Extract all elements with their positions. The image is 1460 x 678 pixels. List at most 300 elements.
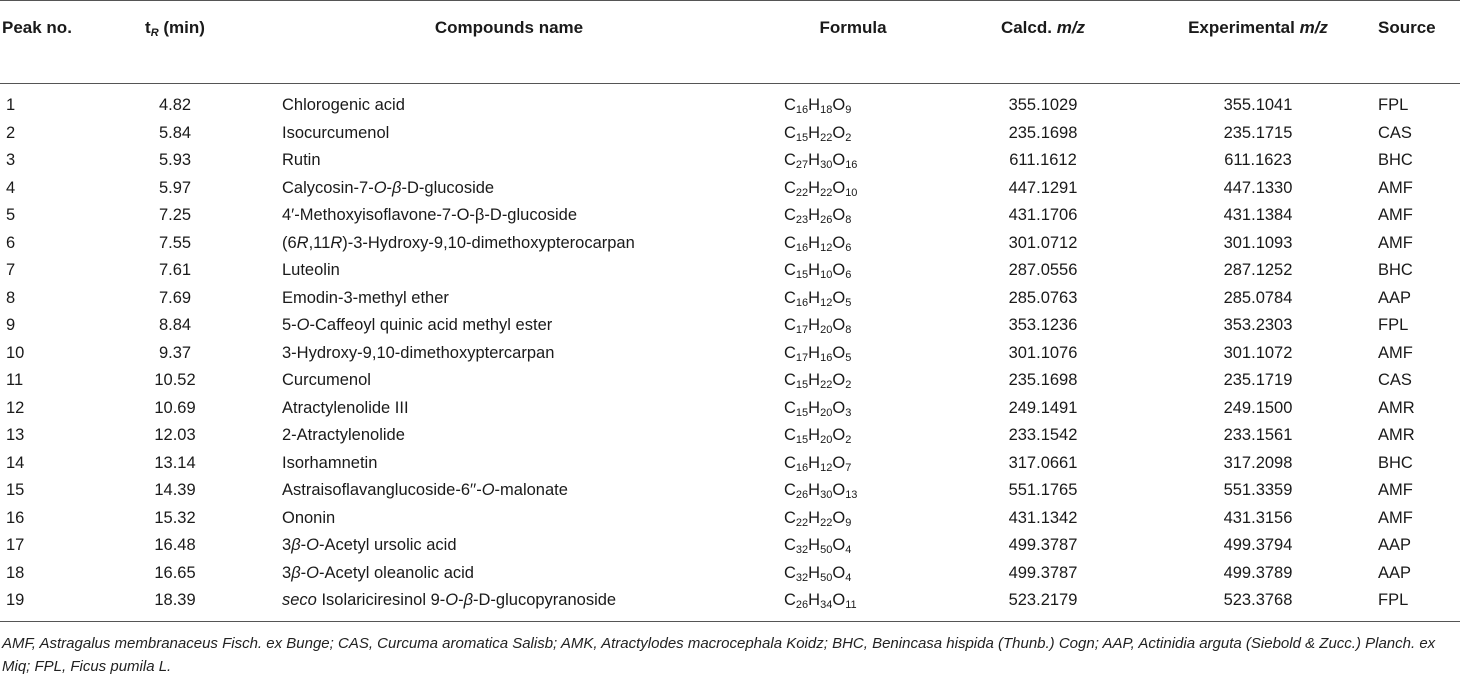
- formula-cell: [758, 450, 948, 478]
- compound-name-cell: [260, 147, 758, 175]
- source-cell: AMF: [1378, 178, 1413, 197]
- table-row: [0, 202, 1460, 230]
- compound-name-cell: [260, 257, 758, 285]
- table-row: [0, 532, 1460, 560]
- formula-element: H: [808, 151, 821, 169]
- formula-element: H: [808, 178, 821, 197]
- peak-no-cell: 1: [6, 96, 16, 114]
- retention-time-cell: 10.52: [154, 371, 196, 389]
- header-calcd-mz: [948, 1, 1138, 84]
- name-segment: Rutin: [282, 151, 321, 169]
- retention-time-cell: 7.25: [158, 206, 192, 224]
- formula-subscript: 17: [795, 324, 809, 336]
- formula-subscript: 18: [820, 104, 833, 116]
- table-row: [0, 147, 1460, 175]
- calcd-mz-cell: 431.1342: [1008, 508, 1078, 527]
- retention-time-cell: 7.55: [158, 233, 192, 252]
- calcd-mz-cell: 523.2179: [948, 587, 1138, 621]
- retention-time-cell: 5.93: [158, 151, 192, 169]
- peak-no-cell: 13: [6, 426, 25, 444]
- header-source: [1378, 1, 1460, 84]
- calcd-mz-cell: 355.1029: [1008, 96, 1078, 114]
- table-row: [0, 340, 1460, 368]
- header-name-label: Compounds name: [434, 18, 584, 37]
- formula-subscript: 23: [795, 214, 809, 226]
- calcd-mz-cell: 233.1542: [1008, 426, 1078, 444]
- header-peak-label: Peak no.: [2, 18, 72, 37]
- formula-subscript: 9: [845, 104, 852, 116]
- peak-no-cell: 18: [6, 563, 25, 582]
- table-row: [0, 560, 1460, 588]
- retention-time-cell: 16.65: [154, 563, 196, 582]
- calcd-mz-cell: 287.0556: [1008, 261, 1078, 279]
- table-body: [0, 84, 1460, 622]
- name-segment: -: [458, 591, 464, 609]
- source-cell: AMF: [1378, 343, 1413, 362]
- name-segment: Calycosin-7-: [282, 178, 374, 197]
- calcd-mz-cell: 317.0661: [1008, 453, 1078, 472]
- table-row: [0, 285, 1460, 313]
- header-tr-sub: R: [150, 27, 159, 39]
- name-segment: Emodin-3-methyl ether: [282, 288, 449, 307]
- peak-no-cell: 8: [6, 288, 16, 307]
- name-segment: O: [306, 536, 319, 554]
- compound-name-cell: [260, 505, 758, 533]
- name-segment: (6: [282, 233, 297, 252]
- formula-subscript: 15: [795, 434, 809, 446]
- table-row: [0, 422, 1460, 450]
- source-cell: AMF: [1378, 206, 1413, 224]
- formula-cell: [758, 560, 948, 588]
- header-calcd-prefix: Calcd.: [1000, 18, 1057, 37]
- retention-time-cell: 16.48: [154, 536, 196, 554]
- header-compound-name: [260, 1, 758, 84]
- name-segment: O: [296, 316, 310, 334]
- peak-no-cell: 6: [6, 233, 16, 252]
- name-segment: β: [291, 563, 301, 582]
- formula-element: C: [784, 261, 796, 279]
- retention-time-cell: 9.37: [158, 343, 192, 362]
- retention-time-cell: 18.39: [90, 587, 260, 621]
- formula-subscript: 5: [845, 351, 852, 364]
- source-cell: BHC: [1378, 151, 1413, 169]
- name-segment: -Acetyl ursolic acid: [318, 536, 457, 554]
- compound-name-cell: [260, 312, 758, 340]
- formula-subscript: 16: [795, 104, 809, 116]
- calcd-mz-cell: 499.3787: [1008, 563, 1078, 582]
- peak-no-cell: 16: [6, 508, 25, 527]
- peak-no-cell: 4: [6, 178, 16, 197]
- peak-no-cell: 14: [6, 453, 25, 472]
- experimental-mz-cell: 287.1252: [1223, 261, 1293, 279]
- formula-element: C: [784, 123, 796, 142]
- formula-element: H: [808, 536, 821, 554]
- formula-subscript: 15: [795, 406, 809, 419]
- formula-cell: [758, 312, 948, 340]
- formula-subscript: 5: [845, 296, 852, 309]
- source-cell: AAP: [1378, 288, 1412, 307]
- experimental-mz-cell: 523.3768: [1138, 587, 1378, 621]
- header-calcd-mz-italic: m/z: [1056, 18, 1086, 37]
- name-segment: -D-glucoside: [401, 178, 495, 197]
- name-segment: Atractylenolide III: [282, 398, 409, 417]
- formula-element: C: [784, 508, 796, 527]
- experimental-mz-cell: 249.1500: [1223, 398, 1293, 417]
- source-cell: FPL: [1378, 316, 1409, 334]
- header-tr-unit: (min): [158, 18, 205, 37]
- peak-no-cell: 19: [0, 587, 90, 621]
- name-segment: R: [296, 233, 309, 252]
- compound-name-cell: [260, 175, 758, 203]
- formula-subscript: 50: [820, 544, 833, 556]
- source-cell: FPL: [1378, 96, 1409, 114]
- header-retention-time: [90, 1, 260, 84]
- formula-subscript: 2: [845, 379, 852, 391]
- name-segment: 3-Hydroxy-9,10-dimethoxyptercarpan: [282, 343, 555, 362]
- experimental-mz-cell: 355.1041: [1223, 96, 1293, 114]
- formula-element: C: [784, 233, 796, 252]
- formula-element: O: [832, 536, 846, 554]
- formula-element: H: [808, 591, 821, 609]
- formula-subscript: 4: [845, 544, 852, 556]
- formula-element: O: [832, 123, 846, 142]
- formula-element: O: [832, 261, 846, 279]
- experimental-mz-cell: 447.1330: [1223, 178, 1293, 197]
- experimental-mz-cell: 301.1093: [1223, 233, 1293, 252]
- formula-subscript: 32: [795, 571, 809, 584]
- calcd-mz-cell: 301.0712: [1008, 233, 1078, 252]
- formula-cell: [758, 202, 948, 230]
- retention-time-cell: 13.14: [154, 453, 196, 472]
- peak-no-cell: 17: [6, 536, 25, 554]
- formula-subscript: 22: [820, 131, 833, 144]
- formula-subscript: 26: [820, 214, 833, 226]
- experimental-mz-cell: 317.2098: [1223, 453, 1293, 472]
- formula-element: C: [784, 371, 796, 389]
- formula-subscript: 16: [820, 351, 833, 364]
- source-cell: AMF: [1378, 233, 1413, 252]
- formula-cell: [758, 285, 948, 313]
- formula-subscript: 22: [820, 379, 833, 391]
- formula-element: H: [808, 371, 821, 389]
- table-row: [0, 587, 1460, 621]
- calcd-mz-cell: 235.1698: [1008, 371, 1078, 389]
- name-segment: O: [373, 178, 387, 197]
- experimental-mz-cell: 301.1072: [1223, 343, 1293, 362]
- formula-element: O: [832, 481, 846, 499]
- calcd-mz-cell: 431.1706: [1008, 206, 1078, 224]
- formula-element: H: [808, 481, 821, 499]
- formula-subscript: 26: [795, 489, 809, 501]
- header-formula-label: Formula: [819, 18, 887, 37]
- name-segment: 4′-Methoxyisoflavone-7-O-β-D-glucoside: [282, 206, 578, 224]
- formula-cell: [758, 477, 948, 505]
- compound-name-cell: [260, 450, 758, 478]
- compound-name-cell: [260, 340, 758, 368]
- formula-cell: [758, 422, 948, 450]
- name-segment: O: [481, 481, 495, 499]
- formula-subscript: 12: [820, 461, 833, 474]
- formula-element: O: [832, 371, 846, 389]
- formula-subscript: 9: [845, 516, 852, 529]
- compound-name-cell: [260, 395, 758, 423]
- name-segment: R: [330, 233, 343, 252]
- formula-subscript: 16: [795, 241, 809, 254]
- peak-no-cell: 9: [6, 316, 16, 334]
- name-segment: β: [463, 591, 474, 609]
- formula-element: C: [784, 96, 796, 114]
- retention-time-cell: 7.61: [158, 261, 192, 279]
- formula-element: H: [808, 261, 821, 279]
- formula-subscript: 16: [795, 461, 809, 474]
- retention-time-cell: 15.32: [154, 508, 196, 527]
- header-exp-prefix: Experimental: [1188, 18, 1300, 37]
- name-segment: -Acetyl oleanolic acid: [318, 563, 474, 582]
- formula-cell: [758, 120, 948, 148]
- formula-cell: [758, 340, 948, 368]
- source-cell: BHC: [1378, 453, 1413, 472]
- header-row: [0, 1, 1460, 84]
- formula-element: C: [784, 206, 796, 224]
- retention-time-cell: 4.82: [158, 96, 192, 114]
- formula-subscript: 15: [795, 131, 809, 144]
- formula-subscript: 4: [845, 571, 852, 584]
- peak-no-cell: 10: [6, 343, 25, 362]
- name-segment: O: [306, 563, 319, 582]
- experimental-mz-cell: 233.1561: [1223, 426, 1293, 444]
- formula-subscript: 30: [820, 489, 833, 501]
- name-segment: -Caffeoyl quinic acid methyl ester: [309, 316, 553, 334]
- retention-time-cell: 12.03: [154, 426, 196, 444]
- formula-subscript: 20: [820, 324, 833, 336]
- formula-subscript: 30: [820, 159, 833, 171]
- name-segment: -: [386, 178, 393, 197]
- formula-element: H: [808, 288, 821, 307]
- compound-name-cell: [260, 587, 758, 621]
- formula-element: O: [832, 426, 846, 444]
- formula-subscript: 50: [820, 571, 833, 584]
- formula-element: H: [808, 123, 821, 142]
- table-row: [0, 450, 1460, 478]
- compound-name-cell: [260, 84, 758, 120]
- table-row: [0, 395, 1460, 423]
- formula-element: O: [832, 343, 846, 362]
- formula-cell: [758, 395, 948, 423]
- formula-element: O: [832, 151, 846, 169]
- formula-subscript: 22: [820, 186, 833, 199]
- calcd-mz-cell: 353.1236: [1008, 316, 1078, 334]
- name-segment: 3: [282, 563, 292, 582]
- compound-name-cell: [260, 202, 758, 230]
- formula-element: C: [784, 151, 796, 169]
- formula-subscript: 6: [845, 241, 852, 254]
- experimental-mz-cell: 285.0784: [1223, 288, 1293, 307]
- formula-element: H: [808, 343, 821, 362]
- formula-cell: [758, 84, 948, 120]
- calcd-mz-cell: 301.1076: [1008, 343, 1078, 362]
- source-cell: AMR: [1378, 426, 1415, 444]
- formula-element: O: [832, 453, 846, 472]
- peak-no-cell: 7: [6, 261, 16, 279]
- name-segment: Chlorogenic acid: [282, 96, 405, 114]
- formula-subscript: 12: [820, 241, 833, 254]
- source-cell: AAP: [1378, 563, 1412, 582]
- formula-element: O: [832, 178, 846, 197]
- formula-element: C: [784, 563, 796, 582]
- formula-cell: [758, 587, 948, 621]
- formula-element: O: [832, 591, 846, 609]
- name-segment: β: [392, 178, 402, 197]
- formula-subscript: 8: [845, 214, 852, 226]
- calcd-mz-cell: 499.3787: [1008, 536, 1078, 554]
- name-segment: 5-: [282, 316, 297, 334]
- experimental-mz-cell: 551.3359: [1223, 481, 1293, 499]
- experimental-mz-cell: 353.2303: [1223, 316, 1293, 334]
- formula-element: O: [832, 316, 846, 334]
- compound-name-cell: [260, 120, 758, 148]
- formula-element: H: [808, 96, 821, 114]
- formula-subscript: 20: [820, 406, 833, 419]
- formula-element: C: [784, 316, 796, 334]
- formula-element: H: [808, 453, 821, 472]
- table-row: [0, 477, 1460, 505]
- formula-cell: [758, 147, 948, 175]
- experimental-mz-cell: 499.3794: [1223, 536, 1293, 554]
- header-source-label: Source: [1378, 18, 1436, 37]
- formula-element: C: [784, 178, 796, 197]
- source-cell: AAP: [1378, 536, 1412, 554]
- formula-subscript: 3: [845, 406, 852, 419]
- retention-time-cell: 14.39: [154, 481, 196, 499]
- experimental-mz-cell: 431.1384: [1223, 206, 1293, 224]
- formula-element: H: [808, 426, 821, 444]
- formula-element: C: [784, 481, 796, 499]
- formula-element: H: [808, 233, 821, 252]
- calcd-mz-cell: 285.0763: [1008, 288, 1078, 307]
- formula-subscript: 22: [820, 516, 833, 529]
- formula-element: O: [832, 398, 846, 417]
- formula-cell: [758, 230, 948, 258]
- source-cell: BHC: [1378, 261, 1413, 279]
- formula-element: H: [808, 316, 821, 334]
- formula-subscript: 8: [845, 324, 852, 336]
- calcd-mz-cell: 611.1612: [1009, 151, 1077, 169]
- peak-no-cell: 5: [6, 206, 16, 224]
- calcd-mz-cell: 249.1491: [1008, 398, 1078, 417]
- name-segment: 3: [282, 536, 292, 554]
- header-exp-mz-italic: m/z: [1299, 18, 1328, 37]
- name-segment: β: [291, 536, 301, 554]
- formula-cell: [758, 505, 948, 533]
- formula-subscript: 15: [795, 269, 809, 281]
- formula-cell: [758, 257, 948, 285]
- formula-cell: [758, 532, 948, 560]
- formula-subscript: 6: [845, 269, 852, 281]
- name-segment: -malonate: [494, 481, 568, 499]
- formula-element: O: [832, 288, 846, 307]
- name-segment: Isolariciresinol 9-: [316, 591, 446, 609]
- compound-name-cell: [260, 285, 758, 313]
- experimental-mz-cell: 611.1623: [1224, 151, 1292, 169]
- name-segment: )-3-Hydroxy-9,10-dimethoxypterocarpan: [342, 233, 635, 252]
- table-row: [0, 230, 1460, 258]
- header-formula: [758, 1, 948, 84]
- formula-element: C: [784, 343, 796, 362]
- name-segment: ,11: [308, 233, 331, 252]
- peak-no-cell: 11: [6, 371, 24, 389]
- table-row: [0, 175, 1460, 203]
- name-segment: Ononin: [282, 508, 336, 527]
- compound-name-cell: [260, 230, 758, 258]
- formula-element: C: [784, 288, 796, 307]
- formula-subscript: 15: [795, 379, 809, 391]
- formula-subscript: 16: [845, 159, 858, 171]
- formula-element: H: [808, 398, 821, 417]
- formula-subscript: 2: [845, 434, 852, 446]
- formula-subscript: 10: [820, 269, 833, 281]
- calcd-mz-cell: 235.1698: [1008, 123, 1078, 142]
- name-segment: Isocurcumenol: [282, 123, 390, 142]
- peak-no-cell: 12: [6, 398, 25, 417]
- formula-element: H: [808, 563, 821, 582]
- compound-name-cell: [260, 367, 758, 395]
- source-cell: FPL: [1378, 587, 1460, 621]
- retention-time-cell: 5.97: [158, 178, 192, 197]
- name-segment: 2-Atractylenolide: [282, 426, 405, 444]
- formula-subscript: 12: [820, 296, 833, 309]
- calcd-mz-cell: 447.1291: [1008, 178, 1078, 197]
- name-segment: -D-glucopyranoside: [473, 591, 617, 609]
- formula-subscript: 32: [795, 544, 809, 556]
- formula-subscript: 10: [845, 186, 858, 199]
- formula-subscript: 13: [845, 489, 858, 501]
- formula-subscript: 34: [820, 599, 833, 611]
- experimental-mz-cell: 431.3156: [1223, 508, 1293, 527]
- formula-element: H: [808, 206, 821, 224]
- source-cell: AMF: [1378, 508, 1413, 527]
- name-segment: Isorhamnetin: [282, 453, 378, 472]
- name-segment: Astraisoflavanglucoside-6′′-: [282, 481, 482, 499]
- retention-time-cell: 7.69: [158, 288, 192, 307]
- formula-element: O: [832, 233, 846, 252]
- formula-element: C: [784, 591, 796, 609]
- table-row: [0, 257, 1460, 285]
- formula-subscript: 7: [845, 461, 852, 474]
- retention-time-cell: 8.84: [158, 316, 192, 334]
- header-experimental-mz: [1138, 1, 1378, 84]
- header-peak-no: [0, 1, 90, 84]
- formula-subscript: 11: [845, 599, 857, 611]
- name-segment: seco: [282, 591, 317, 609]
- name-segment: Curcumenol: [282, 371, 371, 389]
- formula-cell: [758, 175, 948, 203]
- source-cell: AMF: [1378, 481, 1413, 499]
- table-row: [0, 120, 1460, 148]
- compound-name-cell: [260, 532, 758, 560]
- formula-element: C: [784, 426, 796, 444]
- source-cell: CAS: [1378, 123, 1412, 142]
- formula-subscript: 22: [795, 516, 809, 529]
- table-row: [0, 84, 1460, 120]
- table-row: [0, 505, 1460, 533]
- calcd-mz-cell: 551.1765: [1008, 481, 1078, 499]
- retention-time-cell: 5.84: [158, 123, 192, 142]
- experimental-mz-cell: 499.3789: [1223, 563, 1293, 582]
- peak-no-cell: 15: [6, 481, 25, 499]
- table-row: [0, 367, 1460, 395]
- experimental-mz-cell: 235.1715: [1223, 123, 1293, 142]
- formula-element: C: [784, 453, 796, 472]
